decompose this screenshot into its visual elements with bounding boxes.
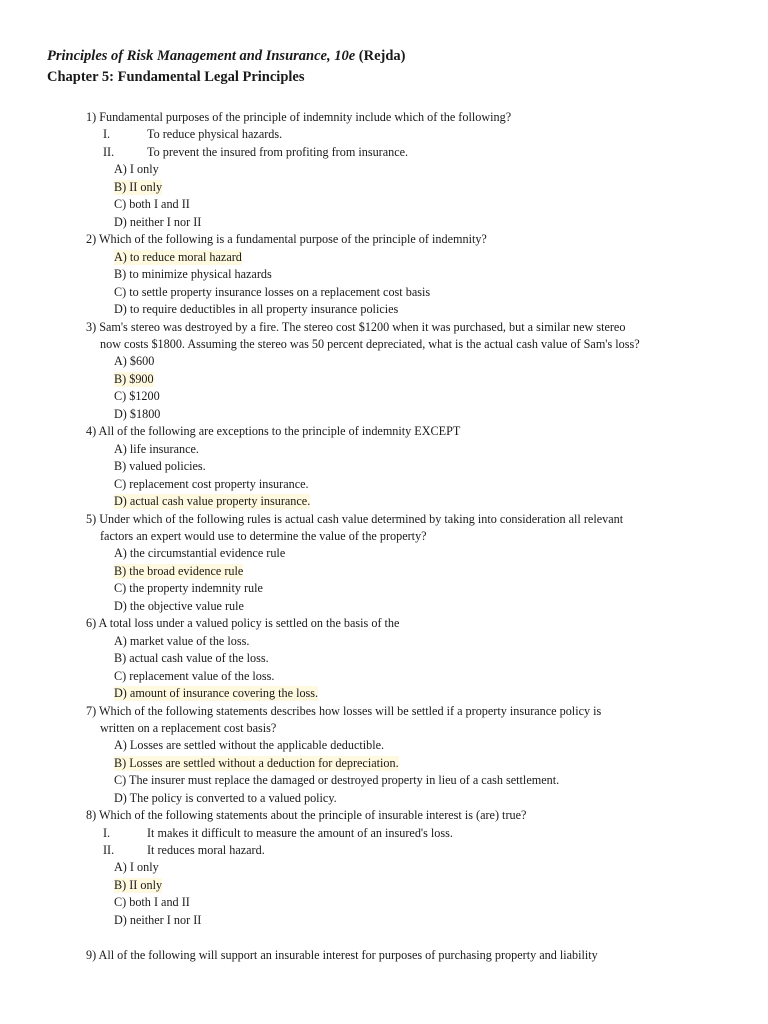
answer-choice-highlighted: B) Losses are settled without a deduction for depreciation.	[114, 756, 399, 770]
answer-choice-highlighted: B) II only	[114, 878, 163, 892]
answer-choice: D) neither I nor II	[114, 913, 202, 927]
answer-choice: A) I only	[114, 860, 159, 874]
answer-choice: A) I only	[114, 162, 159, 176]
chapter-title: Chapter 5: Fundamental Legal Principles	[47, 69, 305, 85]
answer-choice: A) market value of the loss.	[114, 634, 250, 648]
answer-choice: C) both I and II	[114, 895, 190, 909]
roman-numeral: I.	[103, 127, 111, 141]
roman-statement: It makes it difficult to measure the amount of an insured's loss.	[147, 826, 453, 840]
question-text-continued: factors an expert would use to determine the value of the property?	[100, 529, 427, 543]
answer-choice: A) the circumstantial evidence rule	[114, 546, 286, 560]
answer-choice-highlighted: B) the broad evidence rule	[114, 564, 244, 578]
question-text: 2) Which of the following is a fundamental purpose of the principle of indemnity?	[86, 232, 487, 246]
answer-choice: C) replacement value of the loss.	[114, 669, 275, 683]
question-text-continued: now costs $1800. Assuming the stereo was 50 percent depreciated, what is the actual cash value of Sam's loss?	[100, 337, 640, 351]
answer-choice: D) to require deductibles in all property insurance policies	[114, 302, 399, 316]
answer-choice-highlighted: B) $900	[114, 372, 154, 386]
answer-choice: A) $600	[114, 354, 155, 368]
question-text-continued: written on a replacement cost basis?	[100, 721, 277, 735]
answer-choice: D) The policy is converted to a valued policy.	[114, 791, 337, 805]
answer-choice: D) neither I nor II	[114, 215, 202, 229]
answer-choice: B) to minimize physical hazards	[114, 267, 272, 281]
question-text: 9) All of the following will support an insurable interest for purposes of purchasing property and liability	[86, 948, 598, 962]
answer-choice: A) life insurance.	[114, 442, 199, 456]
answer-choice: C) replacement cost property insurance.	[114, 477, 309, 491]
question-text: 7) Which of the following statements describes how losses will be settled if a property insurance policy is	[86, 704, 602, 718]
answer-choice: C) $1200	[114, 389, 160, 403]
answer-choice-highlighted: D) amount of insurance covering the loss.	[114, 686, 319, 700]
answer-choice: C) to settle property insurance losses on a replacement cost basis	[114, 285, 431, 299]
answer-choice: B) valued policies.	[114, 459, 206, 473]
answer-choice-highlighted: D) actual cash value property insurance.	[114, 494, 311, 508]
answer-choice-highlighted: B) II only	[114, 180, 163, 194]
roman-statement: To reduce physical hazards.	[147, 127, 283, 141]
question-text: 6) A total loss under a valued policy is settled on the basis of the	[86, 616, 400, 630]
answer-choice: D) the objective value rule	[114, 599, 244, 613]
answer-choice: A) Losses are settled without the applicable deductible.	[114, 738, 385, 752]
roman-statement: To prevent the insured from profiting from insurance.	[147, 145, 409, 159]
roman-numeral: II.	[103, 145, 115, 159]
roman-statement: It reduces moral hazard.	[147, 843, 265, 857]
roman-numeral: I.	[103, 826, 111, 840]
answer-choice: C) both I and II	[114, 197, 190, 211]
answer-choice-highlighted: A) to reduce moral hazard	[114, 250, 242, 264]
answer-choice: B) actual cash value of the loss.	[114, 651, 269, 665]
answer-choice: C) The insurer must replace the damaged or destroyed property in lieu of a cash settlement.	[114, 773, 560, 787]
question-text: 1) Fundamental purposes of the principle of indemnity include which of the following?	[86, 110, 512, 124]
roman-numeral: II.	[103, 843, 115, 857]
question-text: 3) Sam's stereo was destroyed by a fire. The stereo cost $1200 when it was purchased, but a similar new stereo	[86, 320, 626, 334]
answer-choice: D) $1800	[114, 407, 161, 421]
question-text: 8) Which of the following statements about the principle of insurable interest is (are) true?	[86, 808, 527, 822]
question-text: 4) All of the following are exceptions to the principle of indemnity EXCEPT	[86, 424, 461, 438]
answer-choice: C) the property indemnity rule	[114, 581, 263, 595]
book-title: Principles of Risk Management and Insurance, 10e (Rejda)	[47, 48, 406, 64]
question-text: 5) Under which of the following rules is actual cash value determined by taking into consideration all relevant	[86, 512, 624, 526]
